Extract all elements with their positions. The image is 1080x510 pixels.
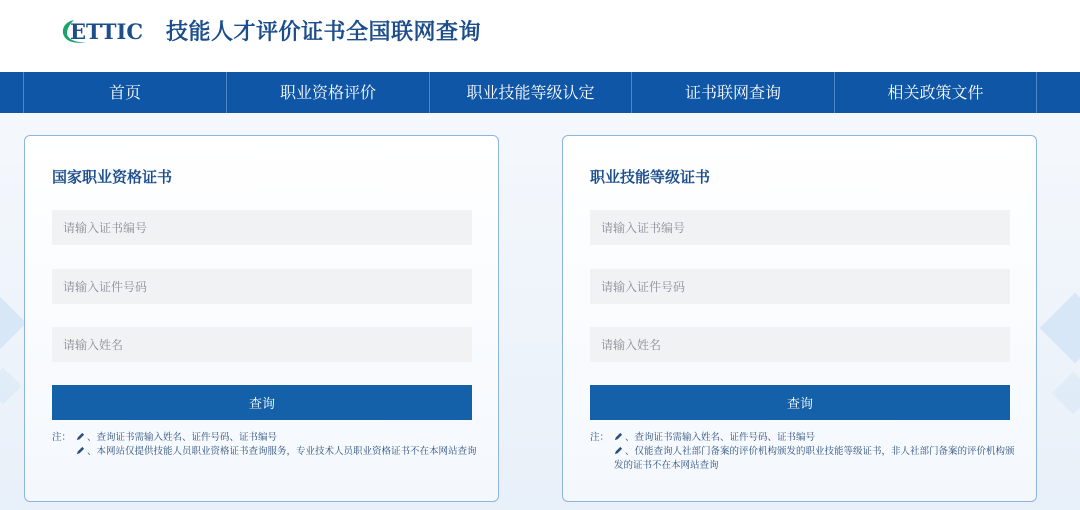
- pen-icon: [76, 432, 85, 441]
- query-button[interactable]: 查询: [52, 385, 472, 420]
- name-input[interactable]: [52, 327, 472, 362]
- card-title: 职业技能等级证书: [590, 168, 711, 186]
- id-number-input[interactable]: [590, 269, 1010, 304]
- nav-item-policy-documents[interactable]: 相关政策文件: [834, 72, 1036, 113]
- query-button[interactable]: 查询: [590, 385, 1010, 420]
- pen-icon: [614, 432, 623, 441]
- skill-level-certificate-card: [562, 135, 1037, 502]
- notes: [590, 431, 1015, 473]
- site-header: [0, 0, 1080, 72]
- id-number-input[interactable]: [52, 269, 472, 304]
- site-title: 技能人才评价证书全国联网查询: [166, 20, 482, 45]
- pen-icon: [76, 446, 85, 455]
- nav-item-qualification-evaluation[interactable]: 职业资格评价: [226, 72, 429, 113]
- note-text: 、查询证书需输入姓名、证件号码、证书编号: [87, 432, 278, 443]
- note-line: [590, 431, 1015, 445]
- note-line: [52, 431, 477, 445]
- logo-text: ETTIC: [70, 19, 144, 44]
- name-input[interactable]: [590, 327, 1010, 362]
- note-line: [52, 445, 477, 459]
- card-title: 国家职业资格证书: [52, 168, 173, 186]
- ettic-logo[interactable]: [60, 16, 156, 46]
- certificate-number-input[interactable]: [590, 210, 1010, 245]
- qualification-certificate-card: [24, 135, 499, 502]
- note-text: 、仅能查询人社部门备案的评价机构颁发的职业技能等级证书，非人社部门备案的评价机构颁发的证书不在本网站查询: [614, 446, 1015, 471]
- nav-item-skill-level-certification[interactable]: 职业技能等级认定: [429, 72, 631, 113]
- note-text: 、查询证书需输入姓名、证件号码、证书编号: [625, 432, 816, 443]
- nav-item-home[interactable]: 首页: [23, 72, 226, 113]
- decor-diamond: [0, 295, 26, 352]
- decor-diamond: [0, 368, 21, 405]
- decor-diamond: [1040, 293, 1080, 364]
- note-text: 、本网站仅提供技能人员职业资格证书查询服务，专业技术人员职业资格证书不在本网站查询: [87, 446, 477, 457]
- note-label: 注：: [590, 432, 610, 443]
- notes: [52, 431, 477, 459]
- pen-icon: [614, 446, 623, 455]
- note-label: 注：: [52, 432, 72, 443]
- nav-item-certificate-query[interactable]: 证书联网查询: [631, 72, 834, 113]
- nav-divider: [1036, 72, 1037, 113]
- decor-diamond: [1052, 372, 1080, 414]
- note-line: [590, 445, 1015, 473]
- main-nav: [0, 72, 1080, 113]
- certificate-number-input[interactable]: [52, 210, 472, 245]
